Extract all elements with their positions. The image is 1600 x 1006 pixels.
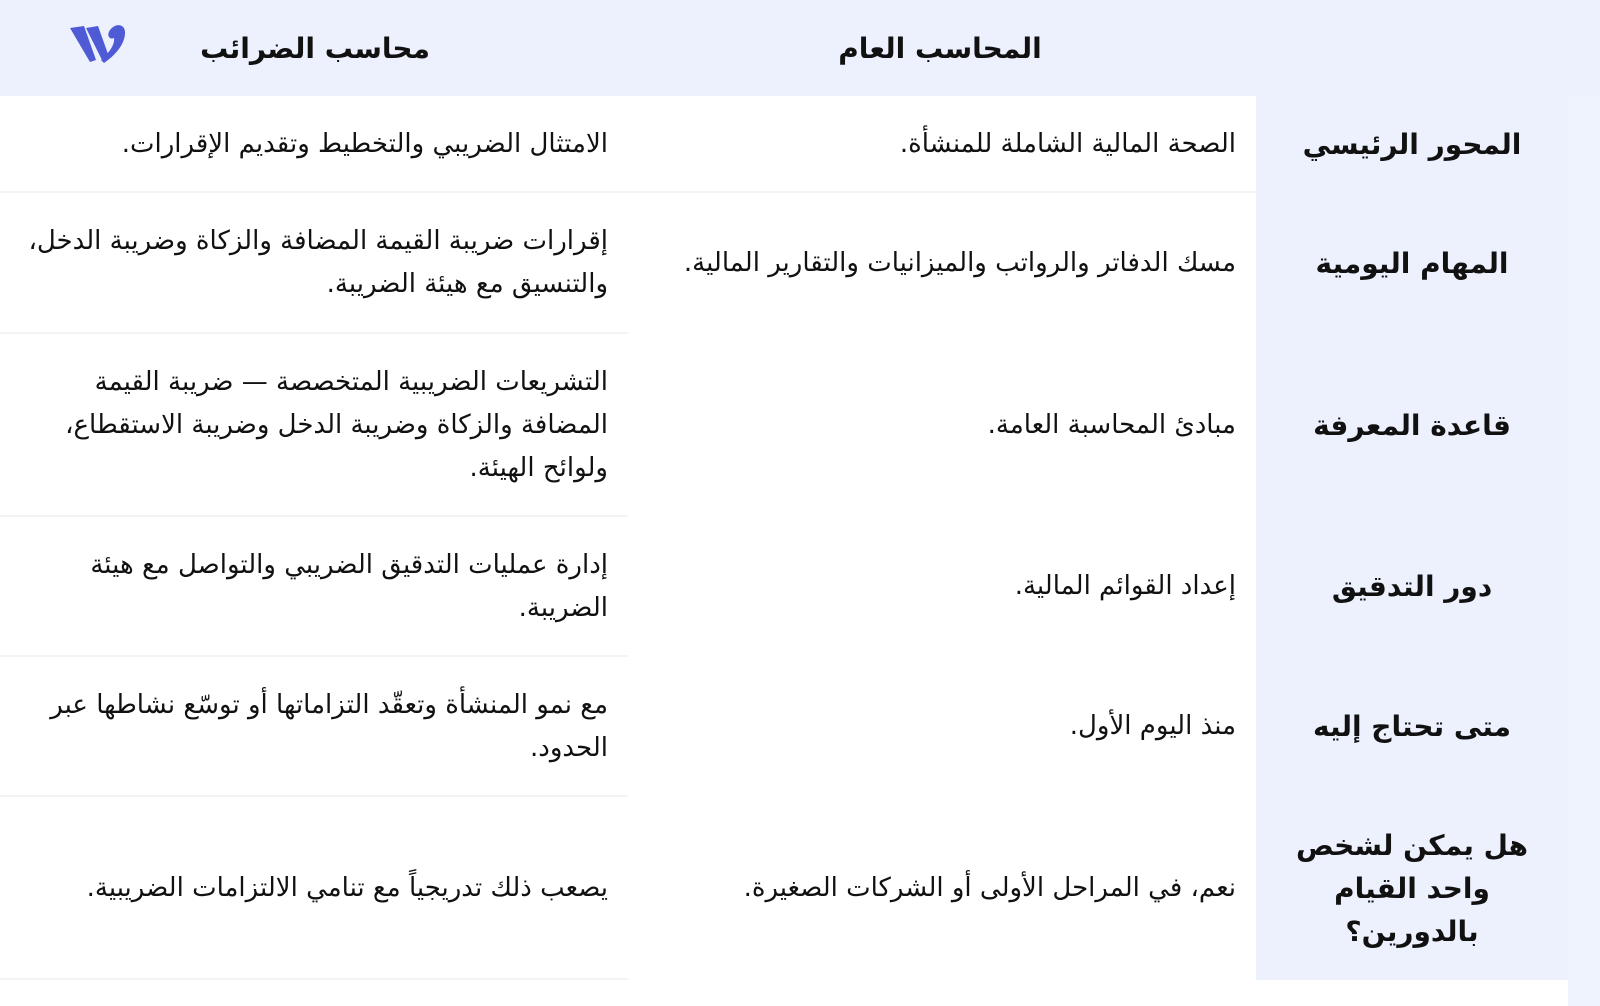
- bottom-strip: [1256, 980, 1568, 1006]
- table-row: [0, 96, 1568, 192]
- tax-accountant-cell: [18, 334, 608, 516]
- brand-logo-icon: [68, 20, 128, 66]
- row-label: متى تحتاج إليه: [1313, 710, 1511, 743]
- cell-text: الامتثال الضريبي والتخطيط وتقديم الإقرارات.: [121, 128, 608, 159]
- cell-text: منذ اليوم الأول.: [1069, 711, 1236, 741]
- cell-text: مسك الدفاتر والرواتب والميزانيات والتقارير المالية.: [683, 247, 1236, 278]
- row-label: المحور الرئيسي: [1302, 127, 1522, 161]
- tax-accountant-cell: [18, 797, 608, 979]
- tax-accountant-cell: [18, 96, 608, 192]
- table-row: [0, 193, 1568, 333]
- column-header-general-accountant: المحاسب العام: [838, 31, 1042, 65]
- cell-text: إقرارات ضريبة القيمة المضافة والزكاة وضريبة الدخل، والتنسيق مع هيئة الضريبة.: [28, 226, 608, 299]
- table-row: [0, 517, 1568, 656]
- table-row: [0, 797, 1568, 979]
- row-label: قاعدة المعرفة: [1313, 408, 1511, 442]
- row-divider: [0, 978, 628, 980]
- column-header-tax-accountant: محاسب الضرائب: [200, 31, 430, 65]
- general-accountant-cell: [660, 193, 1236, 333]
- cell-text: التشريعات الضريبية المتخصصة — ضريبة القيمة المضافة والزكاة وضريبة الدخل وضريبة الاستقطاع، ولوائح الهيئة.: [65, 366, 608, 483]
- table-header: [0, 0, 1600, 96]
- row-label: المهام اليومية: [1315, 246, 1509, 280]
- general-accountant-cell: [660, 334, 1236, 516]
- right-edge-strip: [1568, 96, 1600, 1006]
- general-accountant-cell: [660, 517, 1236, 656]
- cell-text: مع نمو المنشأة وتعقّد التزاماتها أو توسّع نشاطها عبر الحدود.: [50, 689, 608, 763]
- row-label: دور التدقيق: [1331, 570, 1493, 603]
- tax-accountant-cell: [18, 193, 608, 333]
- cell-text: مبادئ المحاسبة العامة.: [987, 409, 1236, 440]
- table-row: [0, 334, 1568, 516]
- general-accountant-cell: [660, 797, 1236, 979]
- general-accountant-cell: [660, 96, 1236, 192]
- row-label: هل يمكن لشخص واحد القيام بالدورين؟: [1295, 828, 1529, 948]
- tax-accountant-cell: [18, 657, 608, 796]
- cell-text: إدارة عمليات التدقيق الضريبي والتواصل مع هيئة الضريبة.: [90, 549, 608, 623]
- cell-text: يصعب ذلك تدريجياً مع تنامي الالتزامات الضريبية.: [86, 872, 608, 903]
- cell-text: إعداد القوائم المالية.: [1014, 571, 1236, 601]
- cell-text: نعم، في المراحل الأولى أو الشركات الصغيرة.: [743, 872, 1236, 903]
- cell-text: الصحة المالية الشاملة للمنشأة.: [899, 128, 1236, 159]
- general-accountant-cell: [660, 657, 1236, 796]
- tax-accountant-cell: [18, 517, 608, 656]
- table-row: [0, 657, 1568, 796]
